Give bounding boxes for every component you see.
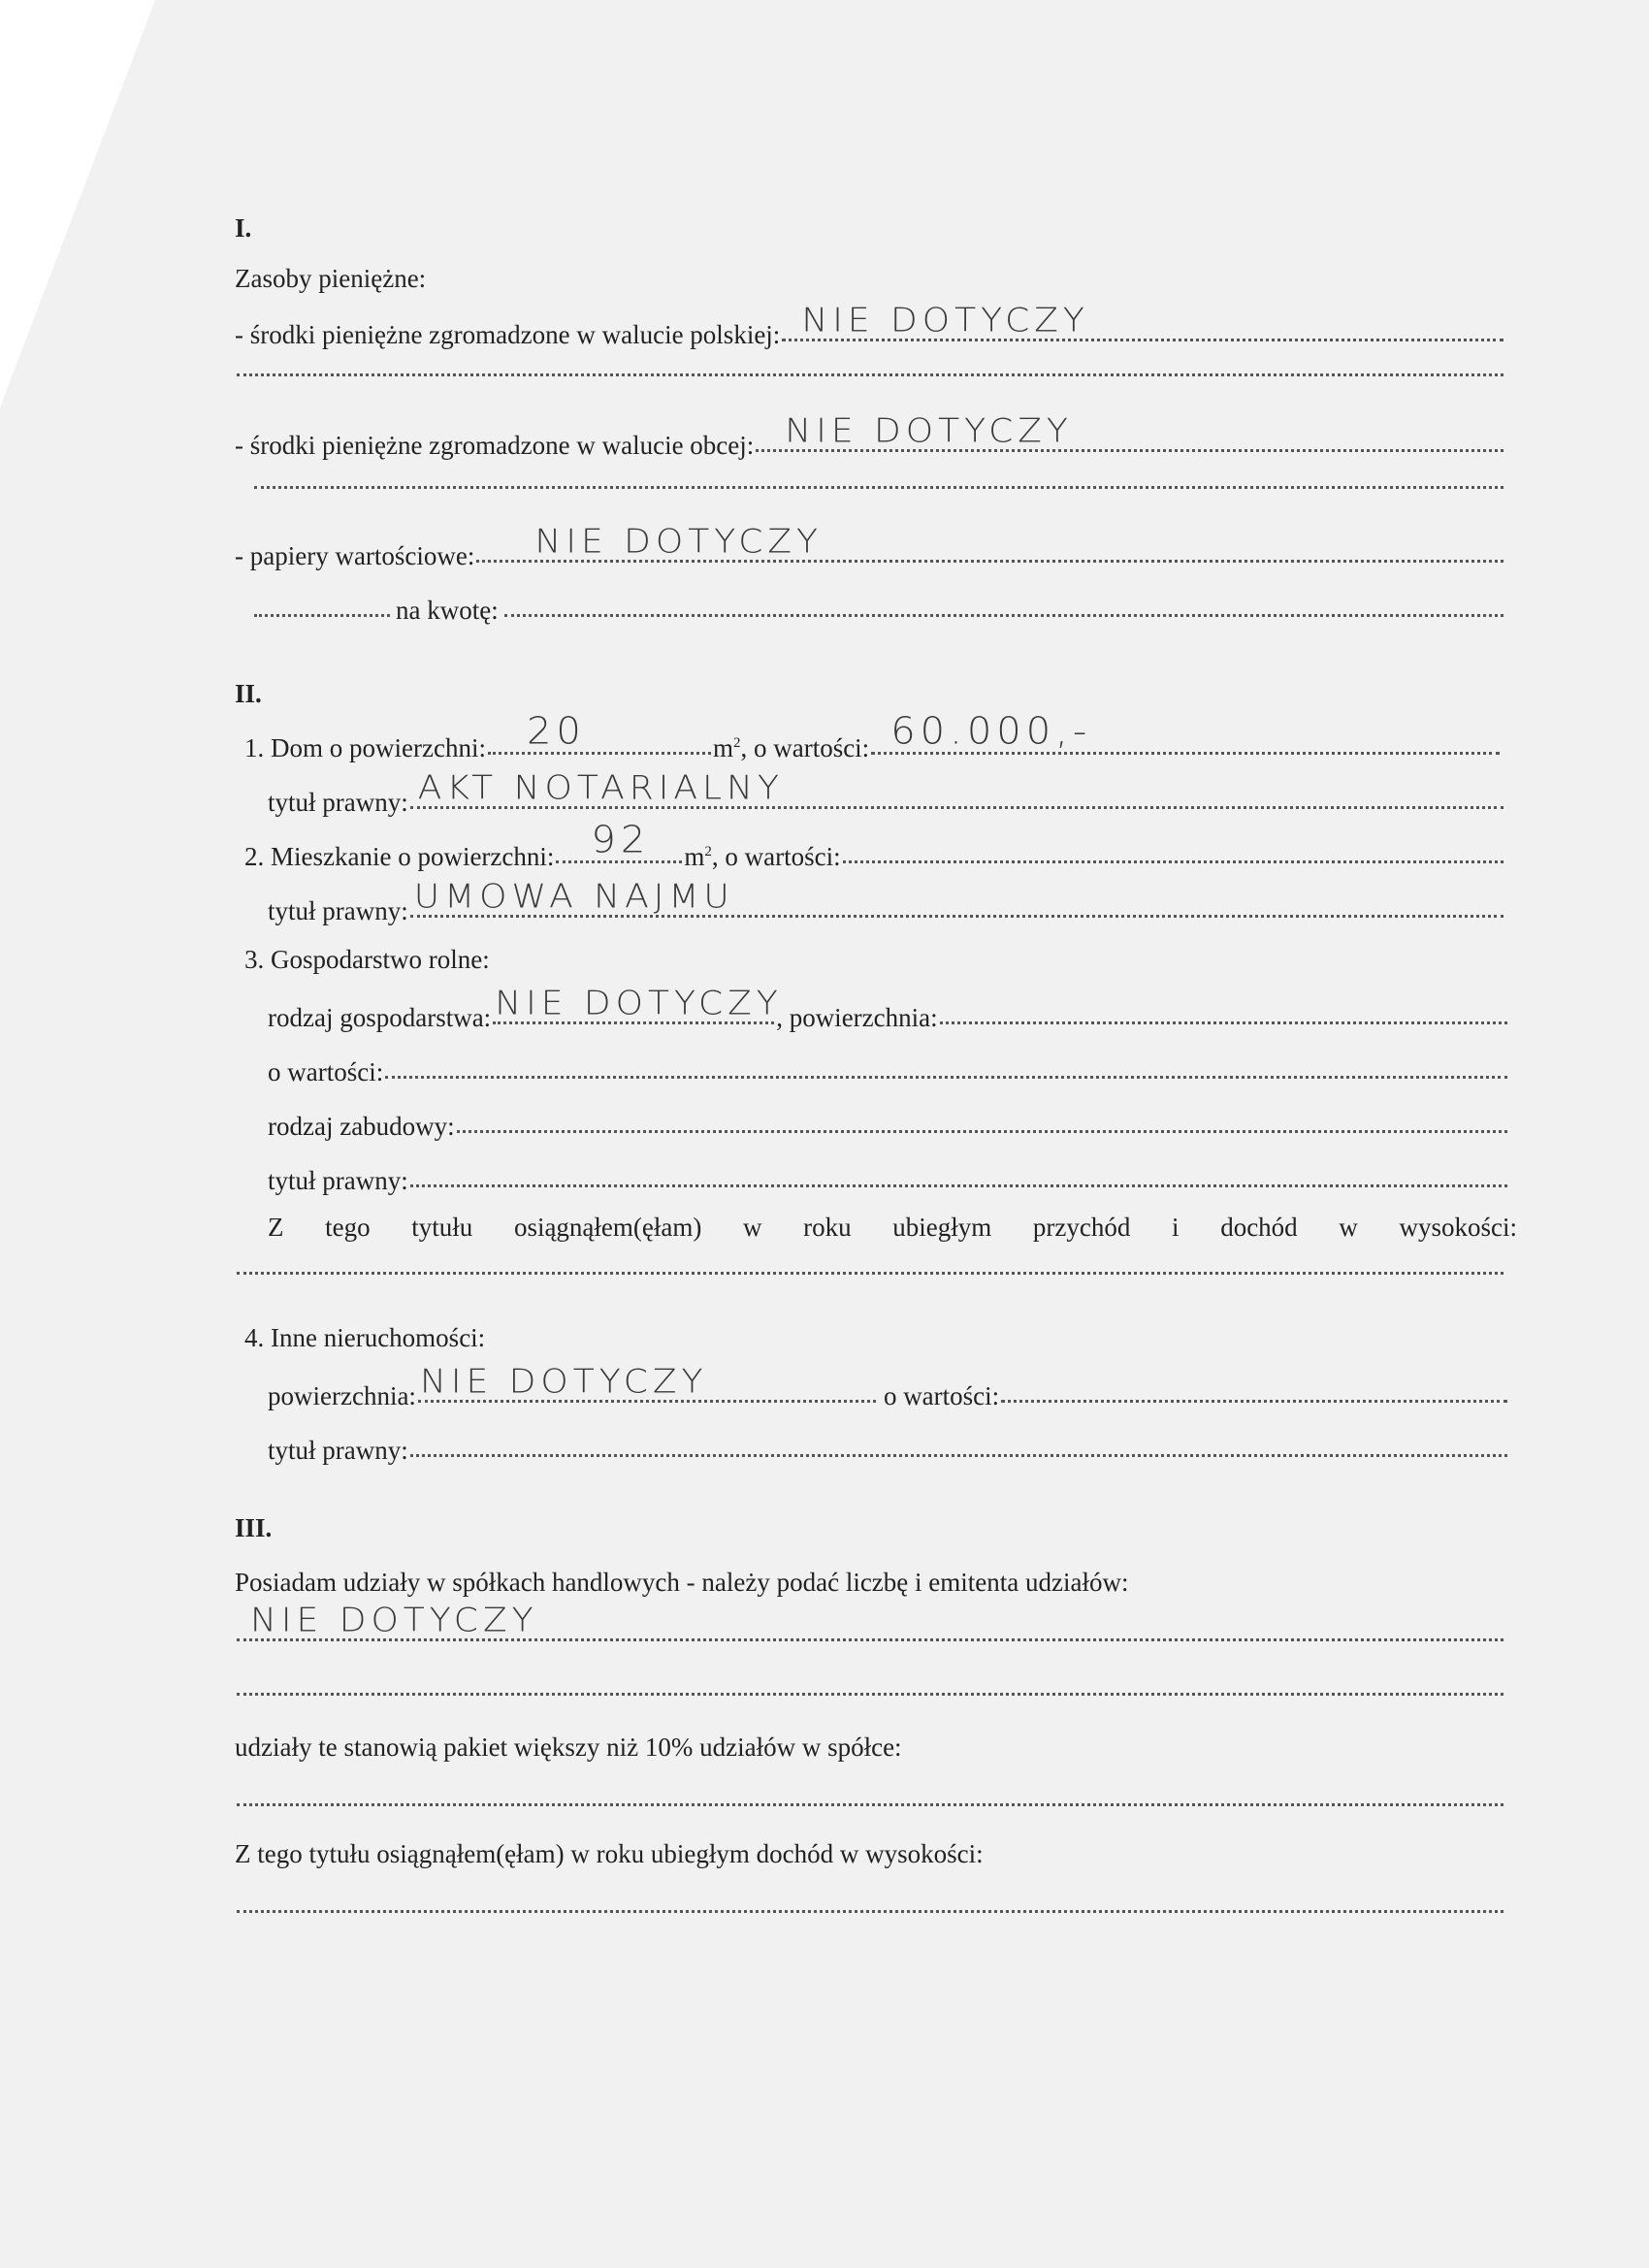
- section-1-heading: I.: [235, 213, 252, 243]
- farm-title-field[interactable]: [410, 1183, 1507, 1187]
- farm-title-label: tytuł prawny:: [268, 1166, 408, 1195]
- flat-title-row: [268, 878, 1505, 926]
- securities-label: - papiery wartościowe:: [235, 541, 475, 570]
- farm-value-row: [268, 1057, 1509, 1087]
- securities-field[interactable]: [476, 523, 1504, 563]
- house-title-label: tytuł prawny:: [268, 788, 408, 817]
- other-area-row: [268, 1363, 1509, 1411]
- foreign-funds-continuation: [252, 487, 1505, 491]
- pln-funds-row: [235, 302, 1505, 350]
- foreign-funds-field[interactable]: [756, 412, 1504, 452]
- other-property-label: 4. Inne nieruchomości:: [244, 1323, 486, 1352]
- farm-income-word: przychód: [1032, 1213, 1131, 1242]
- package-row: [235, 1804, 1505, 1808]
- farm-income-word: tego: [325, 1213, 371, 1242]
- farm-value-field[interactable]: [385, 1075, 1507, 1079]
- flat-area-unit: $m^2$: [684, 842, 712, 871]
- other-area-value: NIE DOTYCZY: [419, 1363, 708, 1401]
- shares-text: Posiadam udziały w spółkach handlowych - należy podać liczbę i emitenta udziałów:: [235, 1568, 1129, 1597]
- farm-income-word: w: [1339, 1213, 1358, 1242]
- shares-row: [235, 1602, 1505, 1643]
- house-label: 1. Dom o powierzchni:: [244, 733, 486, 762]
- income-row: [235, 1911, 1505, 1915]
- house-area-unit: $m^2$: [712, 733, 741, 762]
- securities-amount-field[interactable]: [504, 613, 1504, 617]
- other-value-field[interactable]: [1001, 1399, 1507, 1403]
- farm-income-word: osiągnąłem(ęłam): [513, 1213, 702, 1242]
- other-title-field[interactable]: [410, 1453, 1507, 1457]
- shares-value: NIE DOTYCZY: [250, 1602, 538, 1639]
- house-row: [244, 710, 1502, 763]
- flat-area-value: 92: [591, 819, 651, 861]
- farm-type-value: NIE DOTYCZY: [495, 985, 783, 1022]
- shares-field[interactable]: [237, 1602, 1504, 1641]
- farm-area-field[interactable]: [940, 1021, 1507, 1024]
- farm-buildings-field[interactable]: [457, 1129, 1507, 1133]
- flat-title-value: UMOWA NAJMU: [413, 878, 734, 916]
- other-title-row: [268, 1436, 1509, 1466]
- house-title-field[interactable]: [410, 769, 1504, 809]
- income-field[interactable]: [237, 1909, 1504, 1913]
- farm-income-word: roku: [803, 1213, 852, 1242]
- farm-income-word: w: [743, 1213, 762, 1242]
- farm-value-label: o wartości:: [268, 1057, 384, 1086]
- securities-amount-row: [252, 596, 1505, 626]
- income-text: Z tego tytułu osiągnąłem(ęłam) w roku ubiegłym dochód w wysokości:: [235, 1839, 984, 1868]
- house-title-value: AKT NOTARIALNY: [417, 769, 784, 807]
- flat-row: [244, 819, 1505, 872]
- flat-label: 2. Mieszkanie o powierzchni:: [244, 842, 555, 871]
- section-3-heading: III.: [235, 1513, 273, 1542]
- farm-income-word: Z: [268, 1213, 284, 1242]
- foreign-funds-value: NIE DOTYCZY: [785, 412, 1073, 450]
- other-area-label: powierzchnia:: [268, 1381, 416, 1410]
- securities-row: [235, 523, 1505, 571]
- farm-income-word: tytułu: [411, 1213, 473, 1242]
- other-area-field[interactable]: [418, 1363, 876, 1403]
- farm-income-row: [235, 1273, 1505, 1277]
- house-value-value: 60.000,-: [890, 710, 1092, 753]
- farm-income-word: wysokości:: [1399, 1213, 1517, 1242]
- foreign-funds-row: [235, 412, 1505, 461]
- other-title-label: tytuł prawny:: [268, 1436, 408, 1465]
- amount-label: na kwotę:: [396, 596, 499, 625]
- pln-funds-value: NIE DOTYCZY: [801, 302, 1089, 340]
- farm-income-word: i: [1172, 1213, 1180, 1242]
- flat-area-field[interactable]: [556, 819, 682, 863]
- house-value-field[interactable]: [871, 710, 1500, 755]
- pln-funds-continuation: [235, 374, 1505, 378]
- package-field[interactable]: [237, 1802, 1504, 1806]
- farm-income-field[interactable]: [237, 1271, 1504, 1275]
- pln-funds-continuation-field[interactable]: [237, 373, 1504, 376]
- house-title-row: [268, 769, 1505, 818]
- farm-label: 3. Gospodarstwo rolne:: [244, 945, 490, 974]
- farm-buildings-row: [268, 1112, 1509, 1142]
- securities-count-field[interactable]: [254, 613, 390, 617]
- pln-funds-field[interactable]: [782, 302, 1504, 341]
- shares-continuation-field[interactable]: [237, 1692, 1504, 1696]
- package-text: udziały te stanowią pakiet większy niż 10% udziałów w spółce:: [235, 1733, 902, 1762]
- other-value-label: o wartości:: [883, 1381, 1000, 1410]
- house-area-value: 20: [526, 710, 586, 753]
- farm-type-row: [268, 985, 1509, 1033]
- flat-title-field[interactable]: [410, 878, 1504, 918]
- section-2-heading: II.: [235, 679, 262, 708]
- pln-funds-label: - środki pieniężne zgromadzone w walucie polskiej:: [235, 320, 781, 349]
- foreign-funds-continuation-field[interactable]: [254, 485, 1504, 489]
- farm-income-word: dochód: [1220, 1213, 1298, 1242]
- house-value-label: , o wartości:: [740, 733, 870, 762]
- farm-buildings-label: rodzaj zabudowy:: [268, 1112, 455, 1141]
- flat-value-field[interactable]: [843, 859, 1504, 863]
- section-1-title: Zasoby pieniężne:: [235, 264, 427, 293]
- house-area-field[interactable]: [488, 710, 711, 755]
- farm-income-word: ubiegłym: [892, 1213, 992, 1242]
- farm-income-text: [268, 1213, 1517, 1243]
- farm-type-label: rodzaj gospodarstwa:: [268, 1003, 492, 1032]
- farm-type-field[interactable]: [493, 985, 783, 1024]
- farm-area-label: , powierzchnia:: [776, 1003, 938, 1032]
- shares-continuation: [235, 1694, 1505, 1698]
- flat-value-label: , o wartości:: [711, 842, 841, 871]
- foreign-funds-label: - środki pieniężne zgromadzone w walucie obcej:: [235, 431, 755, 460]
- securities-value: NIE DOTYCZY: [534, 523, 823, 561]
- flat-title-label: tytuł prawny:: [268, 896, 408, 925]
- farm-title-row: [268, 1166, 1509, 1196]
